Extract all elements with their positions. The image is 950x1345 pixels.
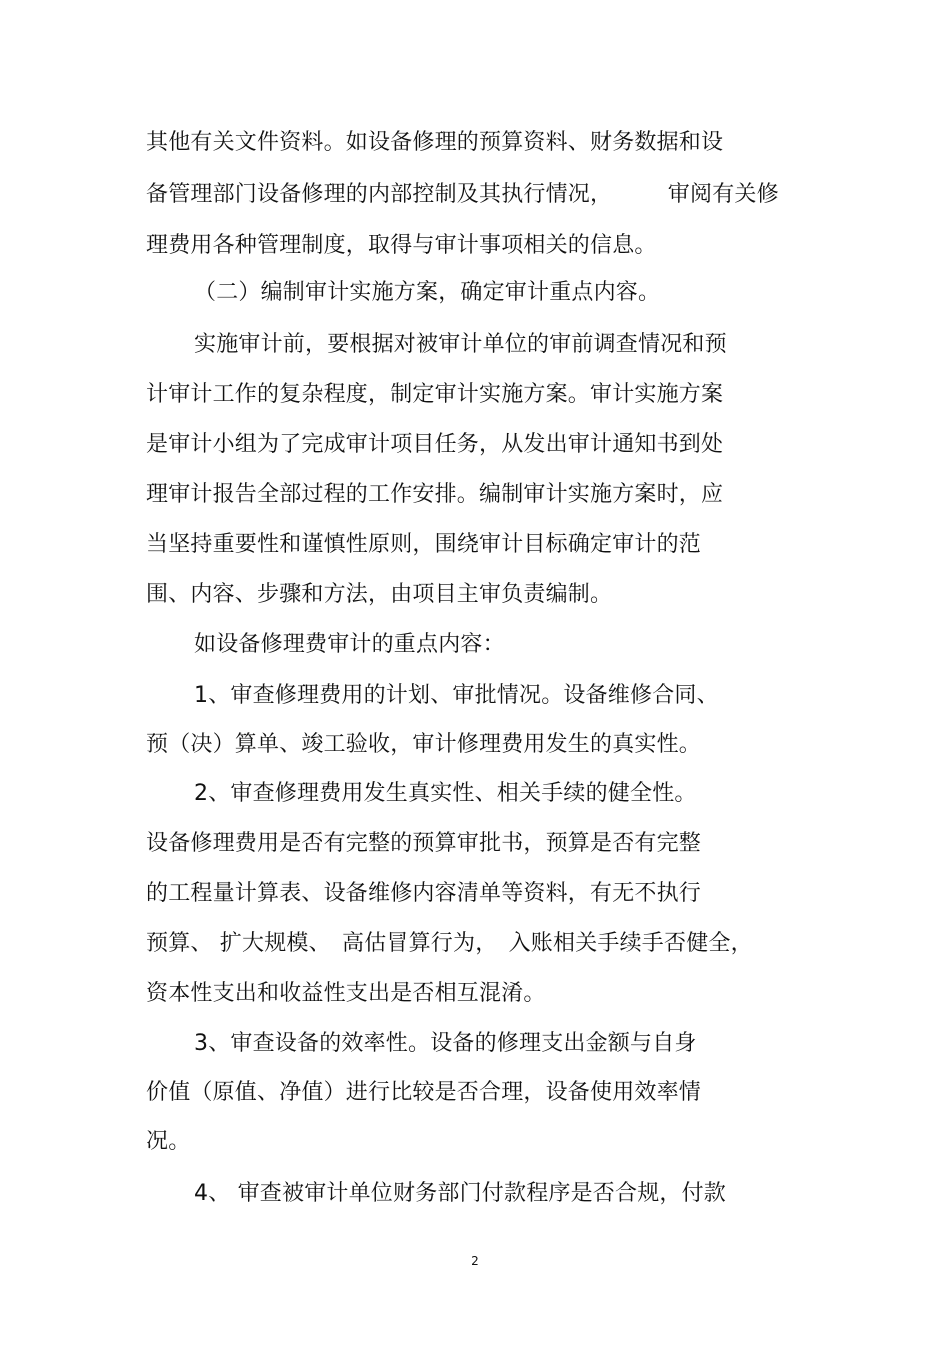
page-number: 2	[471, 1254, 479, 1268]
list-item: 1、审查修理费用的计划、审批情况。设备维修合同、	[194, 683, 719, 708]
list-item: 2、审查修理费用发生真实性、相关手续的健全性。	[194, 781, 697, 806]
text-line: 价值（原值、净值）进行比较是否合理，设备使用效率情	[146, 1080, 702, 1105]
text-line: 资本性支出和收益性支出是否相互混淆。	[146, 981, 546, 1006]
text-line: 理费用各种管理制度，取得与审计事项相关的信息。	[146, 233, 657, 258]
text-line: 是审计小组为了完成审计项目任务，从发出审计通知书到处	[146, 432, 724, 457]
text-line: 围、内容、步骤和方法，由项目主审负责编制。	[146, 582, 613, 607]
text-line: 实施审计前，要根据对被审计单位的审前调查情况和预	[194, 332, 727, 357]
text-line: 设备修理费用是否有完整的预算审批书，预算是否有完整	[146, 831, 702, 856]
text-line: 当坚持重要性和谨慎性原则，围绕审计目标确定审计的范	[146, 532, 702, 557]
list-item: 4、 审查被审计单位财务部门付款程序是否合规，付款	[194, 1181, 726, 1206]
text-line: 预（决）算单、竣工验收，审计修理费用发生的真实性。	[146, 732, 702, 757]
text-line: 理审计报告全部过程的工作安排。编制审计实施方案时，应	[146, 482, 724, 507]
list-item: 3、审查设备的效率性。设备的修理支出金额与自身	[194, 1031, 697, 1056]
text-line: 计审计工作的复杂程度，制定审计实施方案。审计实施方案	[146, 382, 724, 407]
text-line: 备管理部门设备修理的内部控制及其执行情况， 审阅有关修	[146, 182, 779, 207]
text-line: 的工程量计算表、设备维修内容清单等资料，有无不执行	[146, 881, 702, 906]
text-line: 况。	[146, 1129, 191, 1154]
text-line: 预算、 扩大规模、 高估冒算行为， 入账相关手续手否健全，	[146, 931, 753, 956]
text-line: 其他有关文件资料。如设备修理的预算资料、财务数据和设	[146, 130, 724, 155]
text-line: 如设备修理费审计的重点内容：	[194, 632, 505, 657]
section-heading: （二）编制审计实施方案，确定审计重点内容。	[194, 280, 661, 305]
